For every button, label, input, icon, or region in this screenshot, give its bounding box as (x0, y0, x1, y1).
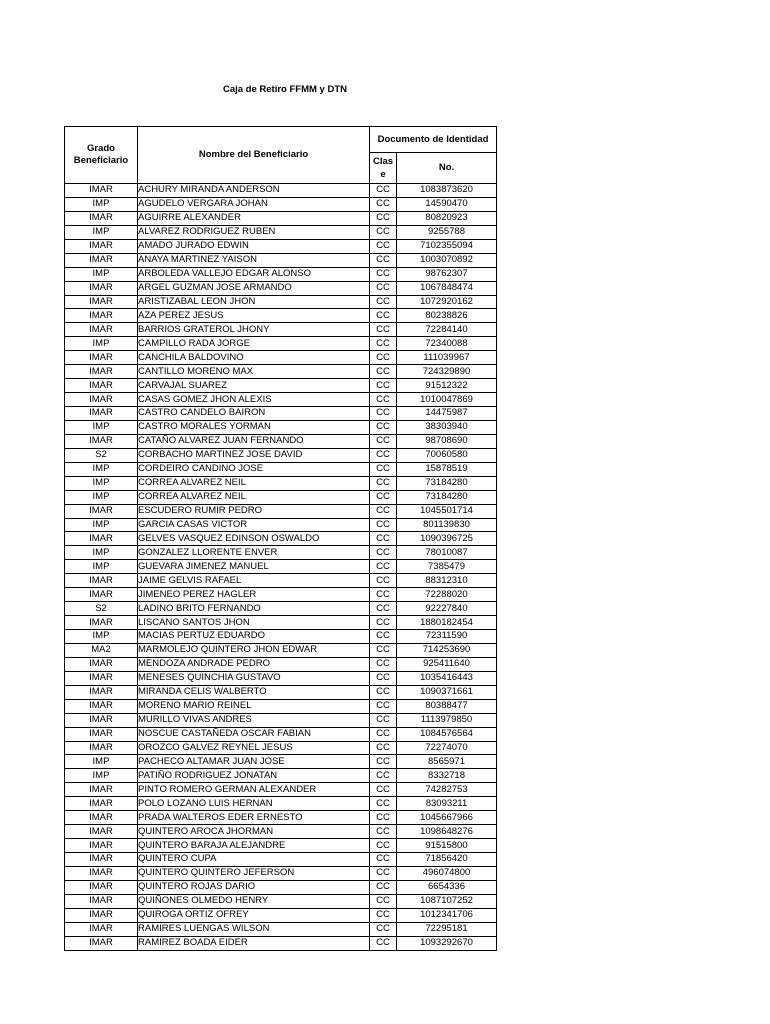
numero-cell: 6654336 (397, 880, 497, 894)
grado-cell: IMP (65, 769, 138, 783)
nombre-cell: ARISTIZABAL LEON JHON (138, 295, 370, 309)
table-row (65, 532, 497, 546)
numero-cell: 74282753 (397, 783, 497, 797)
table-row (65, 365, 497, 379)
nombre-cell: CARVAJAL SUAREZ (138, 379, 370, 393)
table-row (65, 323, 497, 337)
table-row (65, 908, 497, 922)
clase-cell: CC (370, 532, 397, 546)
nombre-cell: PACHECO ALTAMAR JUAN JOSE (138, 755, 370, 769)
table-row (65, 490, 497, 504)
nombre-cell: QUIÑONES OLMEDO HENRY (138, 894, 370, 908)
table-row (65, 184, 497, 198)
nombre-cell: QUINTERO QUINTERO JEFERSON (138, 866, 370, 880)
grado-cell: IMAR (65, 281, 138, 295)
grado-cell: IMAR (65, 574, 138, 588)
table-row (65, 393, 497, 407)
grado-cell: IMAR (65, 532, 138, 546)
table-row (65, 853, 497, 867)
table-row (65, 476, 497, 490)
clase-cell: CC (370, 685, 397, 699)
nombre-cell: QUINTERO BARAJA ALEJANDRE (138, 839, 370, 853)
numero-cell: 80238826 (397, 309, 497, 323)
numero-cell: 98762307 (397, 267, 497, 281)
nombre-cell: CORDEIRO CANDINO JOSE (138, 462, 370, 476)
grado-cell: S2 (65, 602, 138, 616)
numero-cell: 71856420 (397, 853, 497, 867)
nombre-cell: GARCIA CASAS VICTOR (138, 518, 370, 532)
numero-cell: 111039967 (397, 351, 497, 365)
grado-cell: IMAR (65, 908, 138, 922)
nombre-cell: AGUDELO VERGARA JOHAN (138, 197, 370, 211)
nombre-cell: CATAÑO ALVAREZ JUAN FERNANDO (138, 434, 370, 448)
grado-cell: IMAR (65, 741, 138, 755)
grado-cell: IMP (65, 420, 138, 434)
numero-cell: 1087107252 (397, 894, 497, 908)
numero-cell: 72288020 (397, 588, 497, 602)
numero-cell: 70060580 (397, 448, 497, 462)
table-row (65, 727, 497, 741)
table-row (65, 741, 497, 755)
clase-cell: CC (370, 783, 397, 797)
nombre-cell: POLO LOZANO LUIS HERNAN (138, 797, 370, 811)
table-row (65, 281, 497, 295)
table-row (65, 267, 497, 281)
grado-cell: MA2 (65, 643, 138, 657)
clase-cell: CC (370, 741, 397, 755)
grado-cell: IMAR (65, 671, 138, 685)
grado-cell: IMAR (65, 839, 138, 853)
header-numero: No. (397, 153, 497, 184)
numero-cell: 14590470 (397, 197, 497, 211)
nombre-cell: MARMOLEJO QUINTERO JHON EDWAR (138, 643, 370, 657)
numero-cell: 925411640 (397, 657, 497, 671)
nombre-cell: MENESES QUINCHIA GUSTAVO (138, 671, 370, 685)
table-row (65, 616, 497, 630)
numero-cell: 72340088 (397, 337, 497, 351)
table-row (65, 518, 497, 532)
nombre-cell: QUINTERO ROJAS DARIO (138, 880, 370, 894)
table-row (65, 657, 497, 671)
nombre-cell: AMADO JURADO EDWIN (138, 239, 370, 253)
table-row (65, 546, 497, 560)
table-row (65, 588, 497, 602)
nombre-cell: PRADA WALTEROS EDER ERNESTO (138, 811, 370, 825)
nombre-cell: JAIME GELVIS RAFAEL (138, 574, 370, 588)
nombre-cell: LISCANO SANTOS JHON (138, 616, 370, 630)
grado-cell: IMAR (65, 616, 138, 630)
numero-cell: 7102355094 (397, 239, 497, 253)
grado-cell: IMP (65, 462, 138, 476)
nombre-cell: ESCUDERO RUMIR PEDRO (138, 504, 370, 518)
grado-cell: IMAR (65, 309, 138, 323)
clase-cell: CC (370, 769, 397, 783)
clase-cell: CC (370, 839, 397, 853)
numero-cell: 91515800 (397, 839, 497, 853)
grado-cell: IMP (65, 197, 138, 211)
table-row (65, 922, 497, 936)
nombre-cell: MORENO MARIO REINEL (138, 699, 370, 713)
nombre-cell: RAMIREZ BOADA EIDER (138, 936, 370, 950)
table-row (65, 351, 497, 365)
grado-cell: IMAR (65, 853, 138, 867)
numero-cell: 78010087 (397, 546, 497, 560)
header-clase: Clas e (370, 153, 397, 184)
clase-cell: CC (370, 462, 397, 476)
table-row (65, 630, 497, 644)
numero-cell: 1045667966 (397, 811, 497, 825)
header-nombre: Nombre del Beneficiario (138, 127, 370, 184)
clase-cell: CC (370, 602, 397, 616)
table-row (65, 936, 497, 950)
table-row (65, 685, 497, 699)
clase-cell: CC (370, 727, 397, 741)
numero-cell: 72311590 (397, 630, 497, 644)
clase-cell: CC (370, 448, 397, 462)
clase-cell: CC (370, 755, 397, 769)
clase-cell: CC (370, 853, 397, 867)
clase-cell: CC (370, 225, 397, 239)
table-row (65, 839, 497, 853)
numero-cell: 88312310 (397, 574, 497, 588)
grado-cell: IMAR (65, 866, 138, 880)
grado-cell: IMAR (65, 407, 138, 421)
numero-cell: 1003070892 (397, 253, 497, 267)
nombre-cell: CANCHILA BALDOVINO (138, 351, 370, 365)
grado-cell: IMAR (65, 922, 138, 936)
grado-cell: IMP (65, 630, 138, 644)
beneficiary-table (64, 126, 497, 951)
clase-cell: CC (370, 880, 397, 894)
clase-cell: CC (370, 588, 397, 602)
numero-cell: 1083873620 (397, 184, 497, 198)
numero-cell: 73184280 (397, 476, 497, 490)
numero-cell: 80388477 (397, 699, 497, 713)
numero-cell: 1093292670 (397, 936, 497, 950)
clase-cell: CC (370, 616, 397, 630)
grado-cell: IMP (65, 518, 138, 532)
grado-cell: IMAR (65, 211, 138, 225)
numero-cell: 72295181 (397, 922, 497, 936)
table-row (65, 225, 497, 239)
numero-cell: 1098648276 (397, 825, 497, 839)
grado-cell: IMAR (65, 727, 138, 741)
grado-cell: IMAR (65, 253, 138, 267)
table-row (65, 574, 497, 588)
numero-cell: 1072920162 (397, 295, 497, 309)
nombre-cell: ARGEL GUZMAN JOSE ARMANDO (138, 281, 370, 295)
clase-cell: CC (370, 908, 397, 922)
numero-cell: 496074800 (397, 866, 497, 880)
table-row (65, 309, 497, 323)
table-row (65, 783, 497, 797)
clase-cell: CC (370, 797, 397, 811)
clase-cell: CC (370, 657, 397, 671)
table-row (65, 643, 497, 657)
clase-cell: CC (370, 365, 397, 379)
table-row (65, 755, 497, 769)
clase-cell: CC (370, 560, 397, 574)
nombre-cell: GUEVARA JIMENEZ MANUEL (138, 560, 370, 574)
nombre-cell: PINTO ROMERO GERMAN ALEXANDER (138, 783, 370, 797)
nombre-cell: MENDOZA ANDRADE PEDRO (138, 657, 370, 671)
grado-cell: IMAR (65, 351, 138, 365)
clase-cell: CC (370, 434, 397, 448)
grado-cell: IMAR (65, 880, 138, 894)
nombre-cell: PATIÑO RODRIGUEZ JONATAN (138, 769, 370, 783)
numero-cell: 8332718 (397, 769, 497, 783)
clase-cell: CC (370, 699, 397, 713)
grado-cell: IMP (65, 267, 138, 281)
table-row (65, 379, 497, 393)
table-row (65, 462, 497, 476)
grado-cell: IMAR (65, 783, 138, 797)
table-row (65, 560, 497, 574)
numero-cell: 72274070 (397, 741, 497, 755)
numero-cell: 1880182454 (397, 616, 497, 630)
nombre-cell: ACHURY MIRANDA ANDERSON (138, 184, 370, 198)
nombre-cell: ARBOLEDA VALLEJO EDGAR ALONSO (138, 267, 370, 281)
grado-cell: IMAR (65, 894, 138, 908)
grado-cell: IMP (65, 490, 138, 504)
nombre-cell: MURILLO VIVAS ANDRES (138, 713, 370, 727)
grado-cell: IMP (65, 755, 138, 769)
clase-cell: CC (370, 253, 397, 267)
nombre-cell: MACIAS PERTUZ EDUARDO (138, 630, 370, 644)
numero-cell: 1084576564 (397, 727, 497, 741)
grado-cell: IMAR (65, 323, 138, 337)
grado-cell: IMAR (65, 184, 138, 198)
numero-cell: 38303940 (397, 420, 497, 434)
clase-cell: CC (370, 894, 397, 908)
table-body (65, 184, 497, 951)
clase-cell: CC (370, 309, 397, 323)
nombre-cell: GONZALEZ LLORENTE ENVER (138, 546, 370, 560)
nombre-cell: CANTILLO MORENO MAX (138, 365, 370, 379)
nombre-cell: ANAYA MARTINEZ YAISON (138, 253, 370, 267)
table-row (65, 671, 497, 685)
grado-cell: IMAR (65, 504, 138, 518)
clase-cell: CC (370, 239, 397, 253)
grado-cell: S2 (65, 448, 138, 462)
table-row (65, 211, 497, 225)
nombre-cell: CORBACHO MARTINEZ JOSE DAVID (138, 448, 370, 462)
grado-cell: IMAR (65, 393, 138, 407)
clase-cell: CC (370, 211, 397, 225)
numero-cell: 92227840 (397, 602, 497, 616)
clase-cell: CC (370, 184, 397, 198)
clase-cell: CC (370, 811, 397, 825)
grado-cell: IMAR (65, 825, 138, 839)
nombre-cell: BARRIOS GRATEROL JHONY (138, 323, 370, 337)
nombre-cell: JIMENEO PEREZ HAGLER (138, 588, 370, 602)
table-row (65, 713, 497, 727)
numero-cell: 1090371661 (397, 685, 497, 699)
table-row (65, 407, 497, 421)
clase-cell: CC (370, 825, 397, 839)
numero-cell: 714253690 (397, 643, 497, 657)
clase-cell: CC (370, 281, 397, 295)
grado-cell: IMP (65, 225, 138, 239)
grado-cell: IMP (65, 546, 138, 560)
grado-cell: IMAR (65, 295, 138, 309)
numero-cell: 91512322 (397, 379, 497, 393)
numero-cell: 1067848474 (397, 281, 497, 295)
numero-cell: 7385479 (397, 560, 497, 574)
table-row (65, 504, 497, 518)
clase-cell: CC (370, 267, 397, 281)
numero-cell: 98708690 (397, 434, 497, 448)
table-row (65, 602, 497, 616)
nombre-cell: QUINTERO AROCA JHORMAN (138, 825, 370, 839)
grado-cell: IMAR (65, 699, 138, 713)
table-row (65, 699, 497, 713)
table-row (65, 434, 497, 448)
table-header (65, 127, 497, 184)
clase-cell: CC (370, 197, 397, 211)
numero-cell: 1010047869 (397, 393, 497, 407)
grado-cell: IMAR (65, 379, 138, 393)
clase-cell: CC (370, 407, 397, 421)
nombre-cell: QUIROGA ORTIZ OFREY (138, 908, 370, 922)
clase-cell: CC (370, 490, 397, 504)
table-row (65, 811, 497, 825)
clase-cell: CC (370, 713, 397, 727)
clase-cell: CC (370, 518, 397, 532)
nombre-cell: CASAS GOMEZ JHON ALEXIS (138, 393, 370, 407)
table-row (65, 448, 497, 462)
nombre-cell: OROZCO GALVEZ REYNEL JESUS (138, 741, 370, 755)
grado-cell: IMAR (65, 434, 138, 448)
clase-cell: CC (370, 337, 397, 351)
numero-cell: 9255788 (397, 225, 497, 239)
clase-cell: CC (370, 323, 397, 337)
table-row (65, 239, 497, 253)
numero-cell: 1113979850 (397, 713, 497, 727)
clase-cell: CC (370, 351, 397, 365)
clase-cell: CC (370, 546, 397, 560)
numero-cell: 14475987 (397, 407, 497, 421)
grado-cell: IMAR (65, 685, 138, 699)
numero-cell: 15878519 (397, 462, 497, 476)
table-row (65, 420, 497, 434)
numero-cell: 1012341706 (397, 908, 497, 922)
numero-cell: 801139830 (397, 518, 497, 532)
grado-cell: IMP (65, 560, 138, 574)
nombre-cell: CAMPILLO RADA JORGE (138, 337, 370, 351)
clase-cell: CC (370, 504, 397, 518)
grado-cell: IMAR (65, 588, 138, 602)
grado-cell: IMAR (65, 365, 138, 379)
clase-cell: CC (370, 574, 397, 588)
table-row (65, 295, 497, 309)
document-title: Caja de Retiro FFMM y DTN (222, 84, 348, 95)
clase-cell: CC (370, 866, 397, 880)
grado-cell: IMAR (65, 657, 138, 671)
nombre-cell: CORREA ALVAREZ NEIL (138, 476, 370, 490)
nombre-cell: ALVAREZ RODRIGUEZ RUBEN (138, 225, 370, 239)
table-row (65, 769, 497, 783)
table-row (65, 866, 497, 880)
numero-cell: 724329890 (397, 365, 497, 379)
nombre-cell: CASTRO MORALES YORMAN (138, 420, 370, 434)
clase-cell: CC (370, 630, 397, 644)
nombre-cell: QUINTERO CUPA (138, 853, 370, 867)
grado-cell: IMAR (65, 936, 138, 950)
nombre-cell: LADINO BRITO FERNANDO (138, 602, 370, 616)
clase-cell: CC (370, 643, 397, 657)
clase-cell: CC (370, 379, 397, 393)
table-row (65, 337, 497, 351)
grado-cell: IMAR (65, 797, 138, 811)
numero-cell: 1035416443 (397, 671, 497, 685)
nombre-cell: CASTRO CANDELO BAIRON (138, 407, 370, 421)
nombre-cell: AZA PEREZ JESUS (138, 309, 370, 323)
grado-cell: IMAR (65, 239, 138, 253)
nombre-cell: NOSCUE CASTAÑEDA OSCAR FABIAN (138, 727, 370, 741)
nombre-cell: MIRANDA CELIS WALBERTO (138, 685, 370, 699)
nombre-cell: GELVES VASQUEZ EDINSON OSWALDO (138, 532, 370, 546)
numero-cell: 80820923 (397, 211, 497, 225)
table-row (65, 253, 497, 267)
numero-cell: 1045501714 (397, 504, 497, 518)
table-row (65, 880, 497, 894)
numero-cell: 73184280 (397, 490, 497, 504)
header-grado: Grado Beneficiario (65, 127, 138, 184)
clase-cell: CC (370, 936, 397, 950)
header-documento: Documento de Identidad (370, 127, 497, 153)
numero-cell: 83093211 (397, 797, 497, 811)
nombre-cell: AGUIRRE ALEXANDER (138, 211, 370, 225)
numero-cell: 72284140 (397, 323, 497, 337)
clase-cell: CC (370, 295, 397, 309)
nombre-cell: CORREA ALVAREZ NEIL (138, 490, 370, 504)
clase-cell: CC (370, 476, 397, 490)
table-row (65, 825, 497, 839)
grado-cell: IMP (65, 476, 138, 490)
grado-cell: IMP (65, 337, 138, 351)
numero-cell: 1090396725 (397, 532, 497, 546)
clase-cell: CC (370, 922, 397, 936)
clase-cell: CC (370, 420, 397, 434)
numero-cell: 8565971 (397, 755, 497, 769)
table-row (65, 797, 497, 811)
clase-cell: CC (370, 671, 397, 685)
table-row (65, 894, 497, 908)
table-row (65, 197, 497, 211)
clase-cell: CC (370, 393, 397, 407)
nombre-cell: RAMIRES LUENGAS WILSON (138, 922, 370, 936)
grado-cell: IMAR (65, 713, 138, 727)
grado-cell: IMAR (65, 811, 138, 825)
